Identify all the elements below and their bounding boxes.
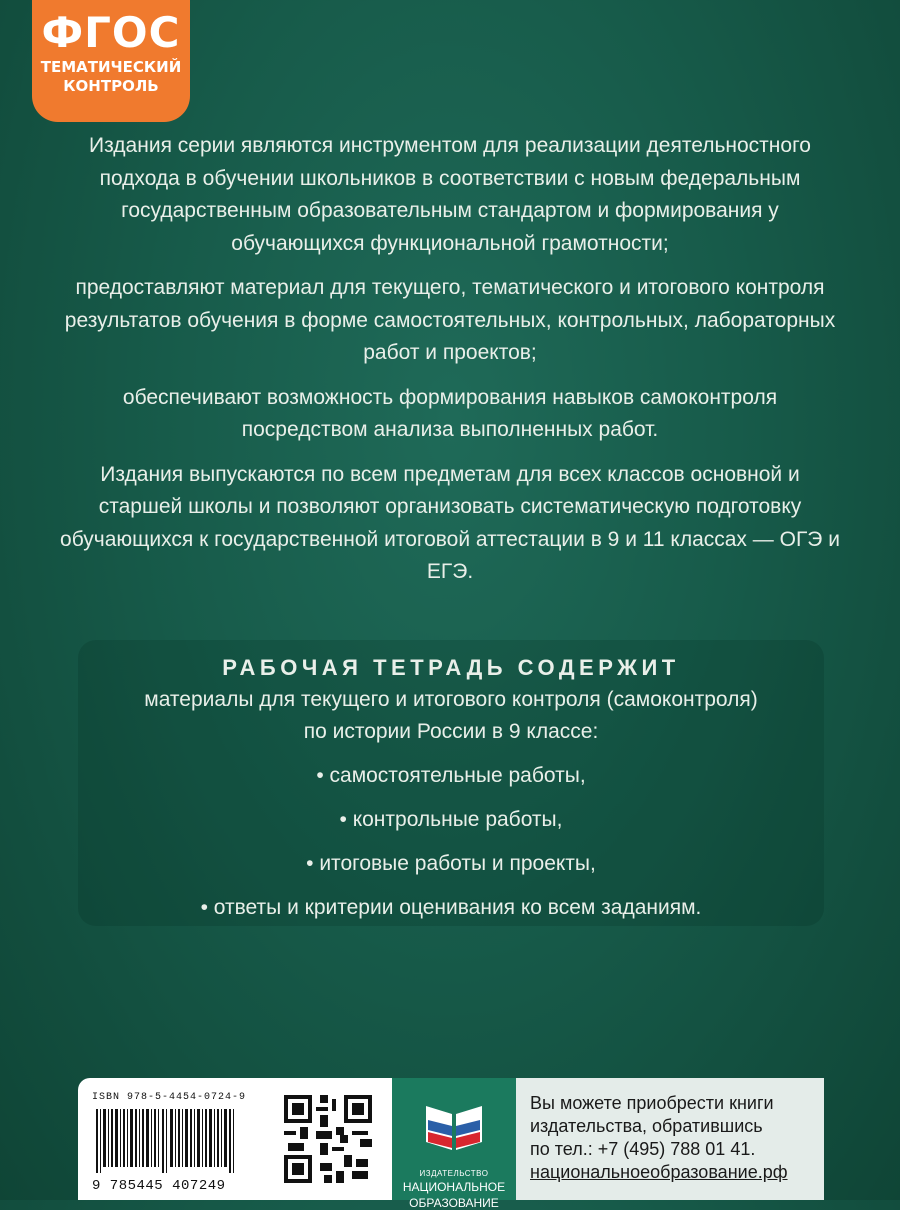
badge-subtitle-line2: КОНТРОЛЬ <box>63 77 159 95</box>
publisher-logo-icon <box>422 1098 486 1158</box>
badge-title: ФГОС <box>41 8 181 57</box>
contact-line-2: издательства, обратившись <box>530 1116 763 1136</box>
contact-phone: по тел.: +7 (495) 788 01 41. <box>530 1139 756 1159</box>
intro-paragraph-2: предоставляют материал для текущего, тематического и итогового контроля результатов обучения в форме самостоятельных, контрольных, лабораторных работ и проектов; <box>64 276 836 364</box>
list-item: • самостоятельные работы, <box>316 764 586 787</box>
contact-block <box>516 1078 824 1200</box>
isbn-text: ISBN 978-5-4454-0724-9 <box>92 1092 247 1103</box>
qr-code-block <box>264 1078 392 1200</box>
publisher-website-link[interactable]: национальноеобразование.рф <box>530 1162 788 1182</box>
barcode-number: 9 785445 407249 <box>92 1178 226 1194</box>
workbook-contents-box <box>78 640 824 926</box>
contents-heading: РАБОЧАЯ ТЕТРАДЬ СОДЕРЖИТ <box>222 655 680 680</box>
badge-subtitle-line1: ТЕМАТИЧЕСКИЙ <box>40 58 182 76</box>
contents-list <box>78 762 824 938</box>
intro-paragraph-1: Издания серии являются инструментом для реализации деятельностного подхода в обучении школьников в соответствии с новым федеральным государственным образовательным стандартом и формирования у обучающихся функциональной грамотности; <box>89 134 811 255</box>
list-item: • итоговые работы и проекты, <box>306 852 596 875</box>
fgos-badge <box>32 0 190 122</box>
series-description <box>60 130 840 601</box>
list-item: • ответы и критерии оценивания ко всем заданиям. <box>200 896 702 919</box>
intro-paragraph-3: обеспечивают возможность формирования навыков самоконтроля посредством анализа выполненных работ. <box>122 385 778 441</box>
publisher-small-label: ИЗДАТЕЛЬСТВО <box>419 1169 489 1178</box>
barcode <box>92 1109 247 1173</box>
contact-line-1: Вы можете приобрести книги <box>530 1093 774 1113</box>
publisher-name-line1: НАЦИОНАЛЬНОЕ <box>402 1180 506 1194</box>
badge-subtitle <box>32 58 190 96</box>
isbn-block <box>78 1078 264 1200</box>
list-item: • контрольные работы, <box>339 808 563 831</box>
publisher-logo-block <box>392 1078 516 1210</box>
contents-line-2: по истории России в 9 классе: <box>303 720 599 743</box>
intro-paragraph-4: Издания выпускаются по всем предметам для всех классов основной и старшей школы и позволяют организовать систематическую подготовку обучающихся к государственной итоговой аттестации в 9 и 11 классах — ОГЭ и ЕГЭ. <box>60 462 840 583</box>
contents-line-1: материалы для текущего и итогового контроля (самоконтроля) <box>144 688 758 711</box>
qr-code <box>280 1091 376 1187</box>
publisher-name-line2: ОБРАЗОВАНИЕ <box>409 1196 499 1210</box>
footer-panel <box>78 1078 824 1210</box>
